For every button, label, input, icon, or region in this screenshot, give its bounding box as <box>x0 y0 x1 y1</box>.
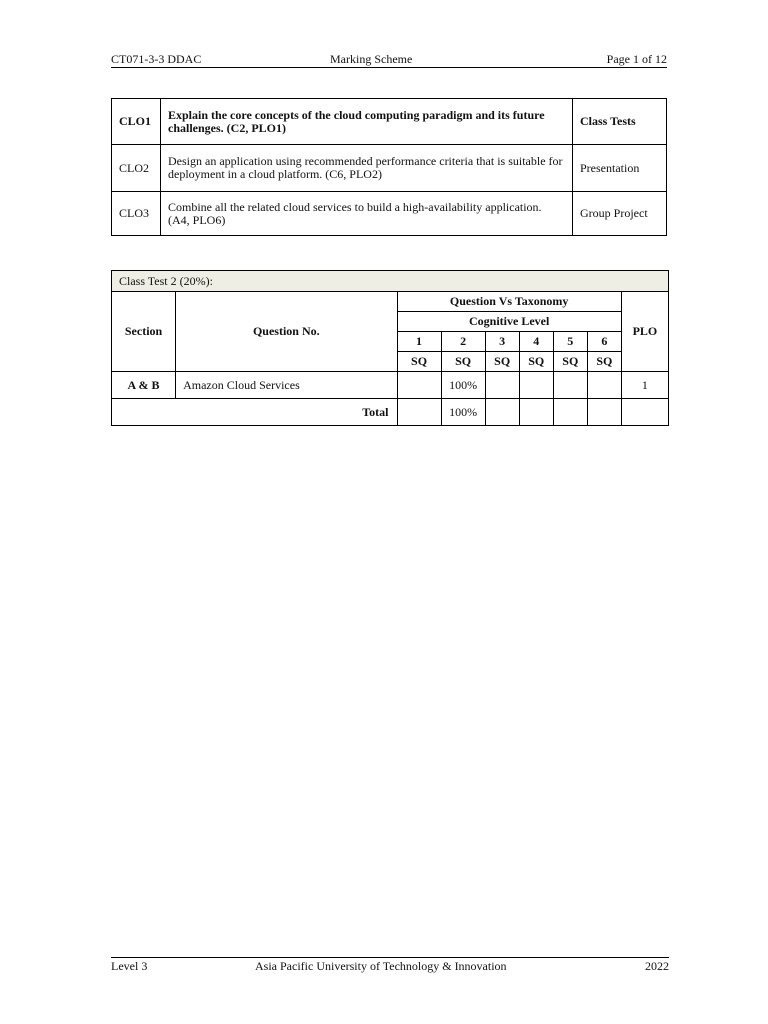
total-plo <box>621 399 668 426</box>
question-header: Question No. <box>176 292 397 372</box>
taxonomy-header: Question Vs Taxonomy <box>397 292 621 312</box>
page-footer <box>111 957 669 974</box>
level-type: SQ <box>397 352 441 372</box>
question-cell: Amazon Cloud Services <box>176 372 397 399</box>
total-label: Total <box>112 399 398 426</box>
level-number: 3 <box>485 332 519 352</box>
level-type: SQ <box>553 352 587 372</box>
level-value <box>587 372 621 399</box>
level-type: SQ <box>519 352 553 372</box>
footer-institution: Asia Pacific University of Technology & Innovation <box>255 959 507 973</box>
clo-description: Design an application using recommended performance criteria that is suitable for deployment in a cloud platform. (C6, PLO2) <box>161 145 573 192</box>
level-value <box>553 372 587 399</box>
clo-table <box>111 98 667 236</box>
cognitive-level-header: Cognitive Level <box>397 312 621 332</box>
clo-assessment: Group Project <box>573 192 667 236</box>
clo-assessment: Class Tests <box>573 99 667 145</box>
total-value <box>553 399 587 426</box>
level-type: SQ <box>587 352 621 372</box>
footer-level: Level 3 <box>111 959 148 973</box>
clo-row <box>112 99 667 145</box>
level-number: 2 <box>441 332 485 352</box>
total-value <box>587 399 621 426</box>
level-value <box>519 372 553 399</box>
course-code: CT071-3-3 DDAC <box>111 52 202 66</box>
table-row <box>112 372 669 399</box>
section-header: Section <box>112 292 176 372</box>
clo-assessment: Presentation <box>573 145 667 192</box>
total-value <box>397 399 441 426</box>
level-value: 100% <box>441 372 485 399</box>
page-number: Page 1 of 12 <box>606 52 667 66</box>
level-value <box>397 372 441 399</box>
section-cell: A & B <box>112 372 176 399</box>
document-type: Marking Scheme <box>330 52 413 66</box>
level-number: 4 <box>519 332 553 352</box>
class-test-table <box>111 270 669 426</box>
total-value <box>485 399 519 426</box>
level-number: 1 <box>397 332 441 352</box>
level-number: 6 <box>587 332 621 352</box>
test-title: Class Test 2 (20%): <box>112 271 669 292</box>
page-header <box>111 52 667 68</box>
clo-description: Combine all the related cloud services to build a high-availability application. (A4, PLO6) <box>161 192 573 236</box>
total-value: 100% <box>441 399 485 426</box>
clo-row <box>112 145 667 192</box>
plo-cell: 1 <box>621 372 668 399</box>
clo-description: Explain the core concepts of the cloud computing paradigm and its future challenges. (C2, PLO1) <box>161 99 573 145</box>
footer-year: 2022 <box>645 959 669 973</box>
clo-code: CLO3 <box>112 192 161 236</box>
clo-row <box>112 192 667 236</box>
clo-code: CLO1 <box>112 99 161 145</box>
total-value <box>519 399 553 426</box>
level-number: 5 <box>553 332 587 352</box>
plo-header: PLO <box>621 292 668 372</box>
clo-code: CLO2 <box>112 145 161 192</box>
level-value <box>485 372 519 399</box>
level-type: SQ <box>485 352 519 372</box>
total-row <box>112 399 669 426</box>
level-type: SQ <box>441 352 485 372</box>
